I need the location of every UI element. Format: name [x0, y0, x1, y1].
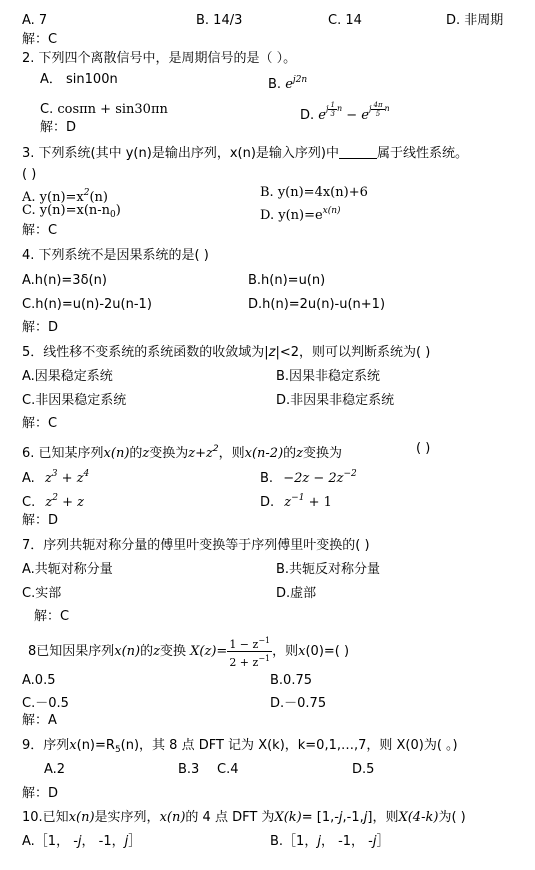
q3-blank — [339, 146, 377, 159]
q4-option-a: A.h(n)=3δ(n) — [22, 273, 107, 288]
q2-option-b: B. $e^{j2n}$ — [268, 75, 308, 92]
q7-stem: 7．序列共轭对称分量的傅里叶变换等于序列傅里叶变换的( ) — [22, 538, 370, 553]
q7-answer: 解：C — [34, 609, 70, 624]
q9-option-a: A.2 — [44, 762, 66, 777]
q7-option-d: D.虚部 — [276, 586, 317, 601]
q8-option-a: A.0.5 — [22, 673, 56, 688]
q9-stem: 9．序列$x(n)=R_5(n)$，其 8 点 DFT 记为 X(k)，k=0,1,…,7，则 X(0)为( 。) — [22, 738, 458, 755]
q6-answer: 解：D — [22, 513, 59, 528]
q2-answer: 解：D — [40, 120, 77, 135]
q5-option-a: A.因果稳定系统 — [22, 369, 113, 384]
q4-stem: 4. 下列系统不是因果系统的是( ) — [22, 248, 209, 263]
q4-option-d: D.h(n)=2u(n)-u(n+1) — [248, 297, 386, 312]
q2-option-a: A． sin100n — [40, 72, 118, 87]
q8-option-d: D.－0.75 — [270, 696, 327, 711]
q7-option-c: C.实部 — [22, 586, 62, 601]
q9-option-b: B.3 — [178, 762, 200, 777]
q4-option-b: B.h(n)=u(n) — [248, 273, 326, 288]
q2-option-c: C. cosπn + sin30πn — [40, 102, 168, 117]
q5-option-d: D.非因果非稳定系统 — [276, 393, 395, 408]
q5-answer: 解：C — [22, 416, 58, 431]
q3-option-d: D. $y(n)=e^{x(n)}$ — [260, 206, 341, 223]
q6-option-c: C. $z^2 + z$ — [22, 493, 84, 510]
q3-option-b: B. y(n)=4x(n)+6 — [260, 185, 368, 200]
q6-paren: ( ) — [416, 441, 431, 456]
q8-fraction: $\frac{1 - z^{-1}}{2 + z^{-1}}$ — [229, 636, 271, 669]
q3-paren: ( ) — [22, 167, 37, 182]
q4-answer: 解：D — [22, 320, 59, 335]
q1-option-d: D. 非周期 — [446, 13, 504, 28]
q9-option-c: C.4 — [217, 762, 239, 777]
q1-answer: 解：C — [22, 32, 58, 47]
q9-option-d: D.5 — [352, 762, 375, 777]
q6-option-a: A. $z^3 + z^4$ — [22, 469, 90, 486]
q5-option-b: B.因果非稳定系统 — [276, 369, 381, 384]
q2-option-d: D. $e^{j \frac{1}{3} n} - e^{j \frac{4\pi}{5} n}$ — [300, 100, 390, 123]
q7-option-a: A.共轭对称分量 — [22, 562, 113, 577]
q9-answer: 解：D — [22, 786, 59, 801]
q8-option-c: C.－0.5 — [22, 696, 69, 711]
q1-option-a: A. 7 — [22, 13, 48, 28]
q6-option-d: D. $z^{-1} + 1$ — [260, 493, 332, 510]
q5-stem: 5．线性移不变系统的系统函数的收敛域为|z|<2，则可以判断系统为( ) — [22, 345, 431, 360]
q4-option-c: C.h(n)=u(n)-2u(n-1) — [22, 297, 152, 312]
q5-option-c: C.非因果稳定系统 — [22, 393, 127, 408]
q6-stem: 6. 已知某序列x(n)的z变换为$z+z^2$，则x(n-2)的z变换为 — [22, 444, 343, 461]
q8-stem: 8已知因果序列x(n)的z变换 X(z)= $\frac{1 - z^{-1}}{2 + z^{-1}}$ ，则x(0)=( ) — [28, 636, 350, 669]
q1-option-b: B. 14/3 — [196, 13, 243, 28]
q1-option-c: C. 14 — [328, 13, 362, 28]
q3-stem: 3. 下列系统(其中 y(n)是输出序列，x(n)是输入序列)中 属于线性系统。 — [22, 146, 468, 161]
q10-stem: 10.已知x(n)是实序列，x(n)的 4 点 DFT 为X(k)= [1,-j,-1,j]，则X(4-k)为( ) — [22, 810, 466, 825]
q2-stem: 2. 下列四个离散信号中，是周期信号的是（ ）。 — [22, 51, 297, 66]
q10-option-a: A.［1， -j， -1，j］ — [22, 834, 142, 849]
q10-option-b: B.［1，j， -1， -j］ — [270, 834, 390, 849]
q6-option-b: B. $-2z - 2z^{-2}$ — [260, 469, 357, 486]
q3-option-c: C. $y(n)=x(n-n_0)$ — [22, 203, 121, 220]
q8-option-b: B.0.75 — [270, 673, 312, 688]
q7-option-b: B.共轭反对称分量 — [276, 562, 381, 577]
q3-answer: 解：C — [22, 223, 58, 238]
q8-answer: 解：A — [22, 713, 57, 728]
q3-option-a: A. $y(n)=x^2(n)$ — [22, 188, 109, 205]
